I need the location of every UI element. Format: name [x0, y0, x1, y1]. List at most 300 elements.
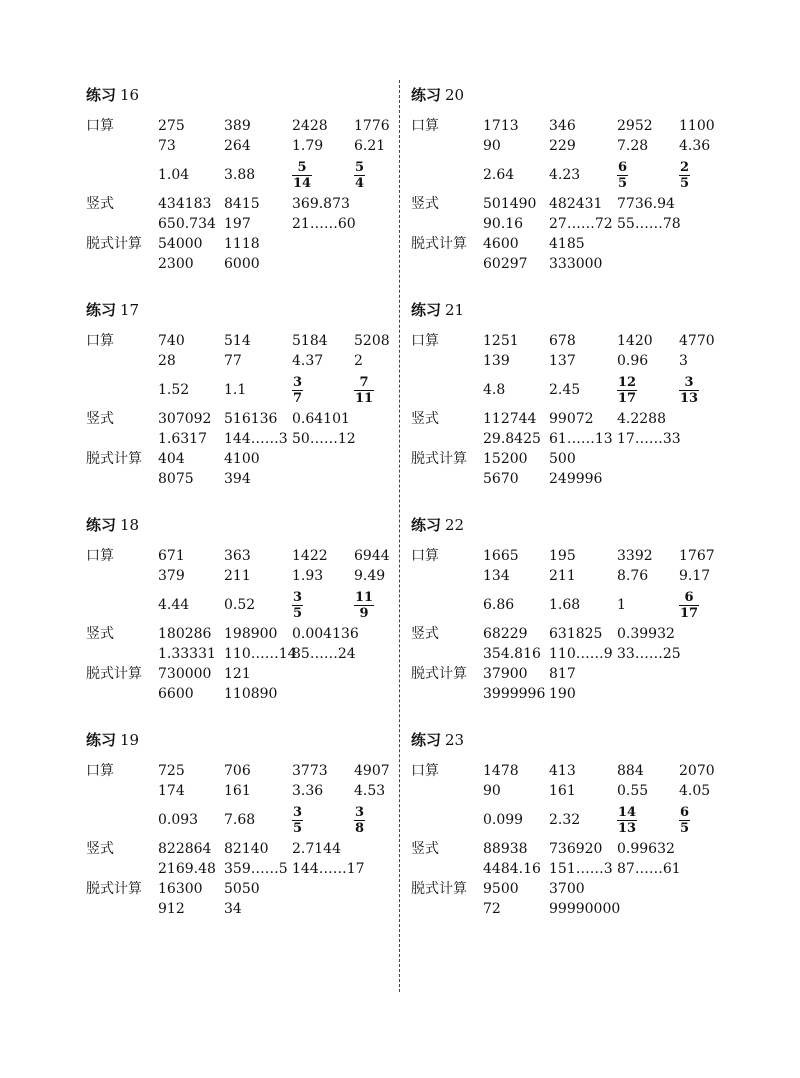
answer-cell: 3392 [617, 548, 653, 564]
exercise-title [411, 512, 741, 538]
answer-cell: 650.734 [158, 216, 216, 232]
stepwise-row [411, 469, 741, 489]
vertical-label: 竖式 [411, 841, 439, 857]
answer-cell: 34 [224, 901, 242, 917]
oral-label: 口算 [86, 118, 114, 134]
vertical-row [86, 429, 416, 449]
answer-cell: 60297 [483, 256, 528, 272]
answer-cell: 190 [549, 686, 576, 702]
answer-cell: 0.96 [617, 353, 649, 369]
answer-cell: 1.93 [292, 568, 324, 584]
answer-cell: 4.05 [679, 783, 711, 799]
oral-row-fractions [86, 586, 416, 624]
answer-cell: 1420 [617, 333, 653, 349]
answer-cell: 7.28 [617, 138, 649, 154]
answer-cell: 3.88 [224, 167, 256, 183]
stepwise-row [86, 684, 416, 704]
answer-cell: 110……14 [224, 646, 297, 662]
answer-cell: 4907 [354, 763, 390, 779]
exercise-title [86, 297, 416, 323]
answer-cell: 37900 [483, 666, 528, 682]
answer-cell: 4600 [483, 236, 519, 252]
answer-cell: 161 [224, 783, 251, 799]
vertical-row [411, 859, 741, 879]
answer-cell: 1.79 [292, 138, 324, 154]
answer-cell: 2300 [158, 256, 194, 272]
stepwise-row [86, 234, 416, 254]
answer-cell: 144……17 [292, 861, 365, 877]
exercise-title-label: 练习 [411, 731, 442, 749]
oral-row-fractions [411, 156, 741, 194]
answer-cell: 6.21 [354, 138, 386, 154]
answer-cell: 4.2288 [617, 411, 666, 427]
answer-cell: 8.76 [617, 568, 649, 584]
answer-cell: 174 [158, 783, 185, 799]
vertical-row [86, 839, 416, 859]
answer-cell: 516136 [224, 411, 278, 427]
oral-label: 口算 [411, 763, 439, 779]
vertical-label: 竖式 [86, 841, 114, 857]
answer-cell: 275 [158, 118, 185, 134]
oral-label: 口算 [411, 118, 439, 134]
fraction [354, 590, 374, 621]
exercise-block [86, 727, 416, 940]
answer-cell: 161 [549, 783, 576, 799]
answer-cell [617, 371, 637, 409]
exercise-block [86, 82, 416, 295]
fraction-denominator: 11 [355, 390, 374, 406]
fraction-denominator: 17 [680, 605, 699, 621]
answer-cell: 9.49 [354, 568, 386, 584]
exercise-title-label: 练习 [86, 516, 117, 534]
answer-cell: 822864 [158, 841, 212, 857]
vertical-row [411, 194, 741, 214]
vertical-label: 竖式 [411, 196, 439, 212]
answer-cell: 1.6317 [158, 431, 207, 447]
answer-cell: 7.68 [224, 812, 256, 828]
answer-cell: 3773 [292, 763, 328, 779]
answer-cell: 6600 [158, 686, 194, 702]
answer-cell: 2 [354, 353, 363, 369]
stepwise-label: 脱式计算 [86, 881, 142, 897]
answer-cell: 8075 [158, 471, 194, 487]
answer-cell: 2.45 [549, 382, 581, 398]
answer-cell: 87……61 [617, 861, 681, 877]
fraction-denominator: 5 [618, 175, 628, 191]
answer-cell: 6944 [354, 548, 390, 564]
oral-row [411, 546, 741, 566]
answer-cell: 2070 [679, 763, 715, 779]
answer-cell: 394 [224, 471, 251, 487]
answer-cell [354, 801, 365, 839]
answer-cell: 2.64 [483, 167, 515, 183]
fraction-denominator: 5 [293, 820, 303, 836]
stepwise-row [86, 899, 416, 919]
exercise-grid [411, 331, 741, 489]
answer-cell: 137 [549, 353, 576, 369]
answer-cell [354, 156, 365, 194]
answer-cell: 346 [549, 118, 576, 134]
answer-cell: 99990000 [549, 901, 621, 917]
answer-cell: 678 [549, 333, 576, 349]
fraction [292, 160, 312, 191]
answer-cell: 0.99632 [617, 841, 675, 857]
exercise-block [86, 512, 416, 725]
fraction [679, 160, 690, 191]
answer-cell: 4185 [549, 236, 585, 252]
answer-cell: 413 [549, 763, 576, 779]
answer-cell: 884 [617, 763, 644, 779]
exercise-block [411, 727, 741, 940]
answer-cell: 0.39932 [617, 626, 675, 642]
answer-cell: 229 [549, 138, 576, 154]
stepwise-row [411, 684, 741, 704]
answer-cell [617, 801, 637, 839]
answer-cell: 363 [224, 548, 251, 564]
oral-label: 口算 [86, 548, 114, 564]
exercise-title-label: 练习 [411, 516, 442, 534]
fraction-denominator: 13 [680, 390, 699, 406]
answer-cell: 5184 [292, 333, 328, 349]
vertical-row [86, 644, 416, 664]
stepwise-label: 脱式计算 [86, 451, 142, 467]
answer-cell: 180286 [158, 626, 212, 642]
answer-cell: 9500 [483, 881, 519, 897]
fraction [354, 375, 374, 406]
fraction-numerator: 14 [618, 804, 637, 820]
exercise-block [411, 512, 741, 725]
fraction-numerator: 3 [293, 804, 303, 820]
vertical-row [86, 214, 416, 234]
fraction-denominator: 5 [680, 820, 690, 836]
answer-cell: 730000 [158, 666, 212, 682]
exercise-number: 23 [445, 731, 465, 749]
fraction-numerator: 11 [355, 589, 374, 605]
answer-cell: 15200 [483, 451, 528, 467]
vertical-label: 竖式 [86, 626, 114, 642]
fraction [617, 805, 637, 836]
answer-cell: 4.36 [679, 138, 711, 154]
answer-cell: 211 [224, 568, 251, 584]
oral-label: 口算 [411, 333, 439, 349]
oral-row [86, 566, 416, 586]
fraction-denominator: 9 [359, 605, 369, 621]
vertical-row [411, 214, 741, 234]
stepwise-row [411, 664, 741, 684]
answer-cell: 1.33331 [158, 646, 216, 662]
answer-cell [679, 156, 690, 194]
answer-cell: 725 [158, 763, 185, 779]
answer-cell: 5050 [224, 881, 260, 897]
fraction [292, 375, 303, 406]
fraction-numerator: 3 [293, 374, 303, 390]
answer-cell: 0.64101 [292, 411, 350, 427]
answer-cell: 0.004136 [292, 626, 359, 642]
answer-cell: 110890 [224, 686, 278, 702]
answer-cell: 77 [224, 353, 242, 369]
answer-cell: 4770 [679, 333, 715, 349]
exercise-title [86, 727, 416, 753]
answer-cell: 0.55 [617, 783, 649, 799]
vertical-row [86, 194, 416, 214]
exercise-grid [86, 546, 416, 704]
answer-cell: 4.23 [549, 167, 581, 183]
oral-row [411, 116, 741, 136]
answer-cell: 110……9 [549, 646, 613, 662]
stepwise-row [411, 879, 741, 899]
exercise-number: 16 [120, 86, 140, 104]
answer-cell: 1422 [292, 548, 328, 564]
answer-cell: 4.37 [292, 353, 324, 369]
answer-cell: 264 [224, 138, 251, 154]
oral-row-fractions [411, 586, 741, 624]
oral-row [86, 331, 416, 351]
answer-cell: 671 [158, 548, 185, 564]
answer-cell: 6000 [224, 256, 260, 272]
fraction-numerator: 6 [679, 590, 699, 606]
fraction-denominator: 13 [618, 820, 637, 836]
oral-label: 口算 [86, 763, 114, 779]
answer-cell: 2.7144 [292, 841, 341, 857]
answer-cell: 4100 [224, 451, 260, 467]
fraction-denominator: 5 [680, 175, 690, 191]
answer-cell: 307092 [158, 411, 212, 427]
fraction-denominator: 14 [293, 175, 312, 191]
fraction [679, 590, 699, 621]
answer-cell: 379 [158, 568, 185, 584]
exercise-title-label: 练习 [86, 731, 117, 749]
answer-cell: 144……3 [224, 431, 288, 447]
answer-cell: 88938 [483, 841, 528, 857]
answer-cell: 8415 [224, 196, 260, 212]
answer-cell: 1776 [354, 118, 390, 134]
answer-cell: 2428 [292, 118, 328, 134]
exercise-number: 19 [120, 731, 140, 749]
stepwise-row [411, 234, 741, 254]
fraction-numerator: 3 [679, 375, 699, 391]
answer-cell [292, 156, 312, 194]
oral-row [86, 761, 416, 781]
answer-cell: 369.873 [292, 196, 350, 212]
fraction [679, 375, 699, 406]
answer-cell: 112744 [483, 411, 537, 427]
stepwise-label: 脱式计算 [86, 666, 142, 682]
answer-cell: 50……12 [292, 431, 356, 447]
left-column [86, 80, 416, 940]
exercise-number: 20 [445, 86, 465, 104]
oral-label: 口算 [86, 333, 114, 349]
answer-cell [354, 371, 374, 409]
answer-cell [679, 371, 699, 409]
stepwise-row [411, 254, 741, 274]
answer-cell: 1767 [679, 548, 715, 564]
oral-row [411, 566, 741, 586]
vertical-row [411, 429, 741, 449]
answer-cell: 912 [158, 901, 185, 917]
answer-cell: 1100 [679, 118, 715, 134]
stepwise-label: 脱式计算 [86, 236, 142, 252]
stepwise-row [86, 879, 416, 899]
right-column [411, 80, 741, 940]
answer-cell: 195 [549, 548, 576, 564]
fraction-denominator: 8 [355, 820, 365, 836]
oral-row [86, 546, 416, 566]
vertical-row [86, 624, 416, 644]
vertical-row [411, 409, 741, 429]
oral-row [411, 761, 741, 781]
answer-cell: 7736.94 [617, 196, 675, 212]
exercise-title [411, 297, 741, 323]
answer-cell: 706 [224, 763, 251, 779]
fraction-denominator: 7 [293, 390, 303, 406]
oral-row [411, 331, 741, 351]
answer-cell: 740 [158, 333, 185, 349]
vertical-row [411, 624, 741, 644]
fraction-denominator: 17 [618, 390, 637, 406]
answer-cell: 0.093 [158, 812, 199, 828]
answer-cell [292, 371, 303, 409]
exercise-grid [86, 331, 416, 489]
answer-cell: 1.52 [158, 382, 190, 398]
answer-cell: 3 [679, 353, 688, 369]
answer-cell: 500 [549, 451, 576, 467]
stepwise-row [86, 254, 416, 274]
exercise-number: 22 [445, 516, 465, 534]
vertical-label: 竖式 [86, 196, 114, 212]
answer-cell: 501490 [483, 196, 537, 212]
stepwise-label: 脱式计算 [411, 451, 467, 467]
answer-cell: 1665 [483, 548, 519, 564]
fraction [617, 160, 628, 191]
fraction [292, 590, 303, 621]
answer-cell: 2.32 [549, 812, 581, 828]
exercise-number: 18 [120, 516, 140, 534]
answer-cell [292, 801, 303, 839]
answer-cell: 29.8425 [483, 431, 541, 447]
answer-cell: 17……33 [617, 431, 681, 447]
answer-cell: 434183 [158, 196, 212, 212]
answer-cell: 3999996 [483, 686, 546, 702]
exercise-number: 21 [445, 301, 465, 319]
answer-cell [292, 586, 303, 624]
answer-cell: 354.816 [483, 646, 541, 662]
vertical-label: 竖式 [86, 411, 114, 427]
answer-cell: 21……60 [292, 216, 356, 232]
fraction-numerator: 2 [680, 159, 690, 175]
fraction [354, 160, 365, 191]
stepwise-row [411, 899, 741, 919]
exercise-grid [411, 546, 741, 704]
answer-cell: 1118 [224, 236, 260, 252]
answer-cell: 151……3 [549, 861, 613, 877]
answer-cell: 1 [617, 597, 626, 613]
fraction-numerator: 3 [355, 804, 365, 820]
exercise-title-label: 练习 [86, 86, 117, 104]
answer-cell: 90.16 [483, 216, 524, 232]
answer-cell: 211 [549, 568, 576, 584]
oral-row-fractions [86, 371, 416, 409]
answer-cell: 55……78 [617, 216, 681, 232]
oral-row-fractions [411, 801, 741, 839]
answer-cell: 736920 [549, 841, 603, 857]
answer-cell: 1251 [483, 333, 519, 349]
exercise-title-label: 练习 [411, 301, 442, 319]
answer-cell: 2169.48 [158, 861, 216, 877]
answer-cell: 73 [158, 138, 176, 154]
answer-cell: 404 [158, 451, 185, 467]
answer-cell: 121 [224, 666, 251, 682]
answer-cell: 197 [224, 216, 251, 232]
exercise-block [411, 82, 741, 295]
oral-row [86, 351, 416, 371]
exercise-title [411, 82, 741, 108]
fraction-numerator: 7 [354, 375, 374, 391]
fraction [617, 375, 637, 406]
stepwise-label: 脱式计算 [411, 666, 467, 682]
exercise-title-label: 练习 [411, 86, 442, 104]
vertical-row [86, 409, 416, 429]
exercise-title [86, 82, 416, 108]
answer-cell: 85……24 [292, 646, 356, 662]
answer-cell: 817 [549, 666, 576, 682]
answer-cell: 4.53 [354, 783, 386, 799]
fraction-denominator: 5 [293, 605, 303, 621]
answer-cell: 134 [483, 568, 510, 584]
answer-cell: 54000 [158, 236, 203, 252]
answer-cell: 90 [483, 138, 501, 154]
answer-cell: 16300 [158, 881, 203, 897]
exercise-title-label: 练习 [86, 301, 117, 319]
fraction-numerator: 5 [292, 160, 312, 176]
answer-cell: 82140 [224, 841, 269, 857]
fraction [679, 805, 690, 836]
fraction-numerator: 6 [680, 804, 690, 820]
answer-cell: 68229 [483, 626, 528, 642]
answer-cell [679, 586, 699, 624]
oral-row-fractions [411, 371, 741, 409]
answer-cell [617, 156, 628, 194]
exercise-grid [86, 761, 416, 919]
fraction [354, 805, 365, 836]
answer-cell: 28 [158, 353, 176, 369]
answer-cell: 1.68 [549, 597, 581, 613]
exercise-block [86, 297, 416, 510]
answer-cell: 198900 [224, 626, 278, 642]
exercise-number: 17 [120, 301, 140, 319]
answer-cell: 33……25 [617, 646, 681, 662]
answer-cell: 72 [483, 901, 501, 917]
exercise-grid [411, 761, 741, 919]
answer-cell: 6.86 [483, 597, 515, 613]
answer-cell: 1478 [483, 763, 519, 779]
answer-cell: 0.099 [483, 812, 524, 828]
exercise-grid [411, 116, 741, 274]
exercise-grid [86, 116, 416, 274]
vertical-row [411, 644, 741, 664]
oral-row-fractions [86, 801, 416, 839]
stepwise-row [86, 449, 416, 469]
answer-cell: 90 [483, 783, 501, 799]
answer-cell: 4.44 [158, 597, 190, 613]
exercise-title [86, 512, 416, 538]
answer-cell: 1.1 [224, 382, 247, 398]
answer-cell: 4484.16 [483, 861, 541, 877]
answer-cell: 2952 [617, 118, 653, 134]
stepwise-row [86, 664, 416, 684]
answer-cell [679, 801, 690, 839]
answer-cell: 514 [224, 333, 251, 349]
answer-cell: 3.36 [292, 783, 324, 799]
